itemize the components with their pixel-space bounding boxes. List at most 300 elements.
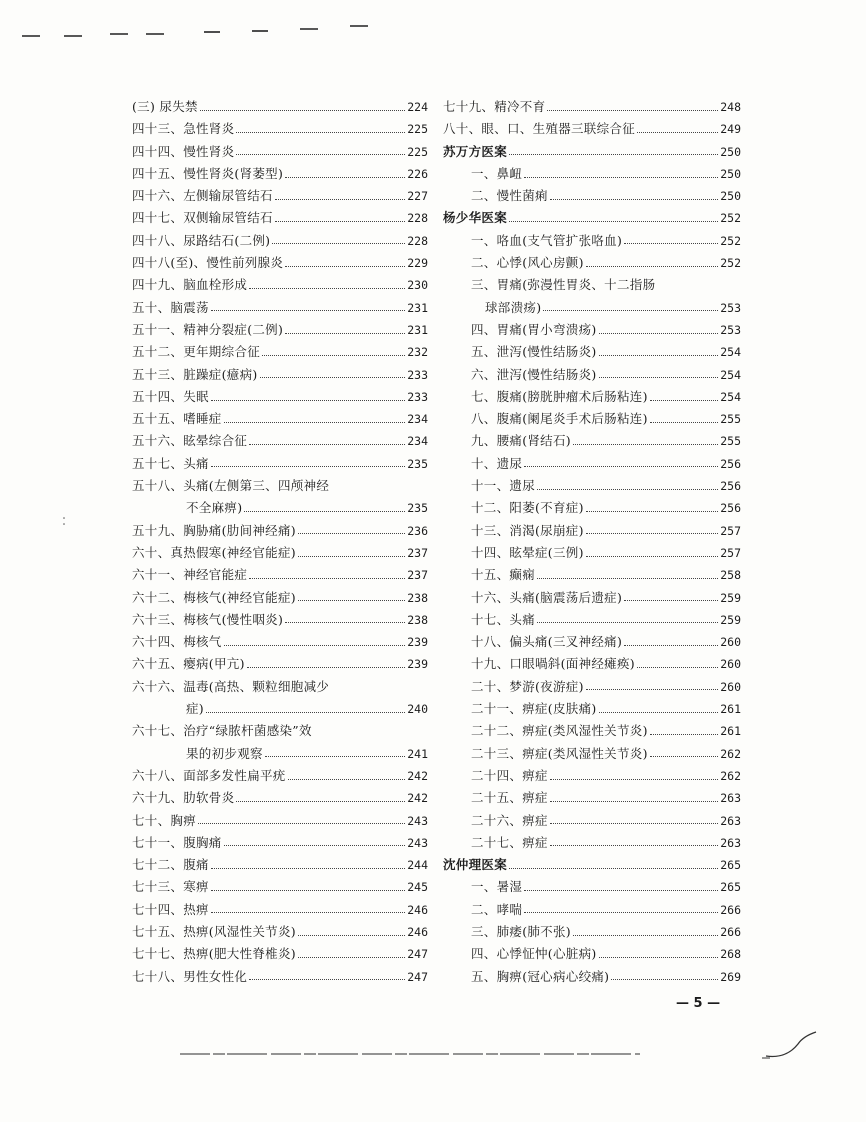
toc-entry-page: 252 — [720, 211, 741, 226]
toc-leader-dots — [275, 199, 405, 200]
toc-entry-page: 263 — [720, 791, 741, 806]
toc-entry-page: 245 — [407, 880, 428, 895]
toc-entry-title: 四十八、尿路结石(二例) — [132, 232, 271, 248]
toc-entry-title: 十七、头痛 — [471, 611, 536, 627]
toc-leader-dots — [599, 712, 719, 713]
toc-entry-title: 果的初步观察 — [186, 745, 263, 761]
toc-entry-page: 260 — [720, 679, 741, 694]
toc-entry — [443, 609, 741, 631]
toc-entry-title: 五十、脑震荡 — [132, 299, 209, 315]
toc-entry-title: 七十、胸痹 — [132, 812, 197, 828]
toc-entry-page: 243 — [407, 835, 428, 850]
toc-entry-title: 五十二、更年期综合征 — [132, 344, 261, 360]
toc-entry-page: 258 — [720, 568, 741, 583]
toc-entry-page: 247 — [407, 969, 428, 984]
toc-entry-page: 243 — [407, 813, 428, 828]
toc-entry-title: 六十二、梅核气(神经官能症) — [132, 589, 296, 605]
toc-entry-title: 二十、梦游(夜游症) — [471, 678, 584, 694]
toc-leader-dots — [509, 154, 718, 155]
toc-entry — [443, 520, 741, 542]
toc-leader-dots — [236, 154, 405, 155]
toc-entry-title: (三) 尿失禁 — [132, 99, 198, 114]
toc-leader-dots — [298, 600, 405, 601]
toc-entry-page: 226 — [407, 166, 428, 181]
toc-entry-page: 252 — [720, 256, 741, 271]
toc-entry — [132, 364, 428, 386]
toc-entry — [443, 743, 741, 765]
toc-entry-page: 263 — [720, 835, 741, 850]
toc-entry-page: 239 — [407, 635, 428, 650]
toc-leader-dots — [537, 622, 718, 623]
page-number: — 5 — — [676, 996, 721, 1011]
toc-entry-page: 242 — [407, 768, 428, 783]
toc-entry-page: 262 — [720, 768, 741, 783]
toc-leader-dots — [650, 734, 718, 735]
toc-leader-dots — [298, 556, 405, 557]
toc-entry-title: 五十八、头痛(左侧第三、四颅神经 — [132, 478, 330, 494]
toc-leader-dots — [524, 912, 718, 913]
toc-entry — [443, 676, 741, 698]
toc-entry-title: 杨少华医案 — [443, 210, 508, 226]
toc-entry-page: 256 — [720, 456, 741, 471]
toc-entry — [443, 297, 741, 319]
toc-entry — [132, 943, 428, 965]
toc-leader-dots — [211, 400, 405, 401]
toc-leader-dots — [586, 556, 718, 557]
toc-leader-dots — [586, 689, 718, 690]
toc-entry-title: 六、泄泻(慢性结肠炎) — [471, 366, 597, 382]
toc-entry — [132, 230, 428, 252]
toc-entry-title: 七、腹痛(膀胱肿瘤术后肠粘连) — [471, 388, 648, 404]
toc-entry-page: 261 — [720, 702, 741, 717]
toc-entry-page: 265 — [720, 858, 741, 873]
toc-entry — [443, 430, 741, 452]
toc-entry — [443, 787, 741, 809]
toc-entry — [443, 453, 741, 475]
toc-leader-dots — [637, 132, 718, 133]
toc-entry-page: 233 — [407, 367, 428, 382]
toc-entry-title: 八十、眼、口、生殖器三联综合征 — [443, 121, 636, 137]
toc-entry — [132, 810, 428, 832]
toc-entry — [132, 297, 428, 319]
toc-entry-page: 254 — [720, 389, 741, 404]
toc-entry — [443, 118, 741, 140]
toc-leader-dots — [247, 667, 405, 668]
toc-entry — [443, 475, 741, 497]
toc-leader-dots — [637, 667, 718, 668]
toc-leader-dots — [211, 890, 405, 891]
toc-leader-dots — [200, 110, 405, 111]
toc-leader-dots — [206, 712, 405, 713]
toc-leader-dots — [650, 422, 718, 423]
toc-entry — [443, 408, 741, 430]
toc-entry-page: 244 — [407, 858, 428, 873]
toc-leader-dots — [211, 466, 405, 467]
toc-entry — [443, 943, 741, 965]
toc-entry-title: 七十一、腹胸痛 — [132, 834, 222, 850]
top-dash-marks — [18, 20, 398, 40]
toc-leader-dots — [272, 243, 405, 244]
toc-entry-page: 260 — [720, 635, 741, 650]
toc-entry — [443, 564, 741, 586]
toc-entry-title: 十三、消渴(尿崩症) — [471, 522, 584, 538]
toc-entry-title: 十九、口眼喎斜(面神经瘫痪) — [471, 656, 635, 672]
toc-entry-title: 二、慢性菌痢 — [471, 188, 548, 204]
toc-entry-title: 六十、真热假寒(神经官能症) — [132, 544, 296, 560]
toc-entry-title: 二十一、痹症(皮肤痛) — [471, 701, 597, 717]
toc-leader-dots — [211, 310, 405, 311]
toc-entry-title: 二、哮喘 — [471, 901, 523, 917]
toc-entry-page: 254 — [720, 367, 741, 382]
toc-entry — [132, 475, 428, 497]
toc-entry-title: 症) — [186, 701, 204, 717]
toc-section-heading — [443, 207, 741, 229]
toc-entry-page: 250 — [720, 166, 741, 181]
toc-entry-title: 十一、遗尿 — [471, 478, 536, 494]
toc-leader-dots — [624, 600, 718, 601]
toc-entry-page: 260 — [720, 657, 741, 672]
toc-entry — [132, 921, 428, 943]
toc-entry — [443, 631, 741, 653]
toc-section-heading — [443, 854, 741, 876]
toc-entry-title: 七十三、寒痹 — [132, 879, 209, 895]
toc-entry — [443, 185, 741, 207]
toc-entry-page: 252 — [720, 233, 741, 248]
toc-entry-page: 230 — [407, 278, 428, 293]
toc-entry-page: 268 — [720, 947, 741, 962]
toc-entry-title: 二十二、痹症(类风湿性关节炎) — [471, 723, 648, 739]
toc-entry — [443, 899, 741, 921]
toc-leader-dots — [509, 221, 718, 222]
toc-entry-page: 246 — [407, 902, 428, 917]
toc-entry — [132, 743, 428, 765]
toc-leader-dots — [285, 622, 405, 623]
toc-entry-title: 六十三、梅核气(慢性咽炎) — [132, 611, 284, 627]
toc-leader-dots — [298, 957, 405, 958]
toc-entry-page: 237 — [407, 568, 428, 583]
toc-leader-dots — [224, 845, 406, 846]
toc-leader-dots — [211, 868, 405, 869]
toc-entry — [132, 497, 428, 519]
toc-entry-page: 227 — [407, 189, 428, 204]
toc-leader-dots — [262, 355, 405, 356]
toc-entry-title: 九、腰痛(肾结石) — [471, 433, 571, 449]
toc-leader-dots — [650, 756, 718, 757]
toc-leader-dots — [260, 377, 406, 378]
toc-leader-dots — [537, 489, 718, 490]
toc-entry — [132, 698, 428, 720]
toc-entry-title: 六十五、瘿病(甲亢) — [132, 656, 245, 672]
toc-entry — [132, 542, 428, 564]
toc-entry-title: 三、肺痿(肺不张) — [471, 923, 571, 939]
toc-entry — [443, 96, 741, 118]
toc-entry — [132, 118, 428, 140]
toc-entry-title: 六十九、肋软骨炎 — [132, 790, 235, 806]
toc-leader-dots — [249, 444, 405, 445]
toc-leader-dots — [586, 266, 718, 267]
toc-entry-page: 229 — [407, 256, 428, 271]
toc-entry — [443, 832, 741, 854]
toc-entry-page: 239 — [407, 657, 428, 672]
toc-leader-dots — [211, 912, 405, 913]
toc-entry-title: 四十五、慢性肾炎(肾萎型) — [132, 165, 284, 181]
toc-entry — [132, 587, 428, 609]
toc-entry-page: 231 — [407, 300, 428, 315]
toc-entry-title: 十、遗尿 — [471, 455, 523, 471]
toc-entry — [132, 899, 428, 921]
toc-entry — [443, 341, 741, 363]
toc-entry — [132, 966, 428, 988]
toc-leader-dots — [198, 823, 405, 824]
toc-leader-dots — [285, 266, 405, 267]
toc-leader-dots — [524, 177, 718, 178]
toc-leader-dots — [573, 444, 718, 445]
toc-leader-dots — [288, 779, 406, 780]
toc-entry-page: 228 — [407, 211, 428, 226]
toc-entry — [443, 876, 741, 898]
toc-entry-page: 238 — [407, 612, 428, 627]
toc-entry-page: 256 — [720, 501, 741, 516]
toc-entry — [132, 564, 428, 586]
toc-entry-title: 五十五、嗜睡症 — [132, 411, 222, 427]
toc-leader-dots — [586, 511, 718, 512]
toc-leader-dots — [285, 177, 405, 178]
toc-entry — [132, 163, 428, 185]
toc-entry-page: 250 — [720, 144, 741, 159]
toc-entry — [132, 787, 428, 809]
toc-leader-dots — [599, 333, 719, 334]
toc-entry-page: 259 — [720, 612, 741, 627]
bottom-scan-line — [180, 1052, 640, 1056]
toc-entry — [132, 430, 428, 452]
toc-entry-page: 259 — [720, 590, 741, 605]
toc-entry-title: 二十三、痹症(类风湿性关节炎) — [471, 745, 648, 761]
toc-entry — [443, 720, 741, 742]
toc-entry — [132, 676, 428, 698]
toc-leader-dots — [224, 645, 406, 646]
toc-entry-title: 七十七、热痹(肥大性脊椎炎) — [132, 946, 296, 962]
margin-scribble — [760, 1028, 820, 1064]
toc-entry — [443, 163, 741, 185]
toc-entry — [443, 765, 741, 787]
toc-entry-page: 224 — [407, 100, 428, 114]
toc-leader-dots — [550, 199, 718, 200]
toc-entry-title: 沈仲理医案 — [443, 857, 508, 873]
toc-entry-title: 六十七、治疗“绿脓杆菌感染”效 — [132, 723, 312, 739]
toc-entry — [443, 319, 741, 341]
toc-entry-page: 262 — [720, 746, 741, 761]
toc-leader-dots — [586, 533, 718, 534]
toc-entry-title: 七十八、男性女性化 — [132, 968, 248, 984]
toc-entry — [443, 497, 741, 519]
toc-leader-dots — [624, 243, 718, 244]
toc-entry — [132, 520, 428, 542]
toc-entry — [132, 141, 428, 163]
toc-entry-page: 250 — [720, 189, 741, 204]
toc-entry-title: 五十九、胸胁痛(肋间神经痛) — [132, 522, 296, 538]
toc-entry-page: 233 — [407, 389, 428, 404]
toc-entry — [132, 319, 428, 341]
toc-leader-dots — [236, 132, 405, 133]
toc-entry-title: 四、胃痛(胃小弯溃疡) — [471, 321, 597, 337]
toc-leader-dots — [537, 578, 718, 579]
toc-entry — [443, 698, 741, 720]
toc-section-heading — [443, 141, 741, 163]
toc-entry-title: 五十六、眩晕综合征 — [132, 433, 248, 449]
toc-entry-page: 241 — [407, 746, 428, 761]
toc-entry-page: 261 — [720, 724, 741, 739]
toc-entry — [443, 364, 741, 386]
toc-entry-page: 249 — [720, 122, 741, 137]
toc-entry — [443, 587, 741, 609]
scan-speck — [62, 512, 66, 524]
toc-leader-dots — [550, 779, 718, 780]
toc-entry — [132, 207, 428, 229]
toc-entry-title: 四十三、急性肾炎 — [132, 121, 235, 137]
toc-leader-dots — [509, 868, 718, 869]
toc-entry-title: 四十四、慢性肾炎 — [132, 143, 235, 159]
toc-entry-title: 二十五、痹症 — [471, 790, 548, 806]
toc-leader-dots — [611, 979, 718, 980]
toc-entry-page: 234 — [407, 412, 428, 427]
toc-entry-title: 四十八(至)、慢性前列腺炎 — [132, 255, 284, 271]
toc-entry-page: 255 — [720, 434, 741, 449]
toc-entry — [132, 341, 428, 363]
toc-leader-dots — [599, 355, 719, 356]
toc-entry — [443, 966, 741, 988]
toc-entry-title: 二、心悸(风心房颤) — [471, 255, 584, 271]
toc-entry-title: 四十九、脑血栓形成 — [132, 277, 248, 293]
toc-entry-page: 234 — [407, 434, 428, 449]
toc-entry-page: 246 — [407, 924, 428, 939]
toc-entry-title: 七十五、热痹(风湿性关节炎) — [132, 923, 296, 939]
toc-entry-title: 四、心悸怔忡(心脏病) — [471, 946, 597, 962]
toc-entry-title: 一、鼻衄 — [471, 165, 523, 181]
toc-entry-page: 225 — [407, 122, 428, 137]
toc-entry-title: 不全麻痹) — [186, 500, 243, 516]
toc-leader-dots — [599, 957, 719, 958]
toc-entry-page: 257 — [720, 523, 741, 538]
toc-entry-title: 五十七、头痛 — [132, 455, 209, 471]
toc-entry — [443, 921, 741, 943]
toc-leader-dots — [550, 845, 718, 846]
toc-entry — [132, 720, 428, 742]
toc-entry-page: 266 — [720, 924, 741, 939]
toc-leader-dots — [650, 400, 718, 401]
toc-entry-page: 228 — [407, 233, 428, 248]
toc-entry — [132, 832, 428, 854]
toc-entry — [443, 542, 741, 564]
toc-leader-dots — [298, 533, 405, 534]
toc-entry — [132, 96, 428, 118]
toc-entry-page: 242 — [407, 791, 428, 806]
toc-entry — [132, 408, 428, 430]
toc-entry — [132, 274, 428, 296]
toc-entry-page: 231 — [407, 322, 428, 337]
toc-leader-dots — [244, 511, 405, 512]
toc-entry-title: 十四、眩晕症(三例) — [471, 544, 584, 560]
toc-entry-title: 七十二、腹痛 — [132, 857, 209, 873]
toc-entry-title: 苏万方医案 — [443, 143, 508, 159]
toc-leader-dots — [624, 645, 718, 646]
toc-entry-title: 十五、癫痫 — [471, 567, 536, 583]
toc-leader-dots — [550, 823, 718, 824]
toc-leader-dots — [524, 890, 718, 891]
toc-entry-title: 二十六、痹症 — [471, 812, 548, 828]
toc-leader-dots — [249, 578, 405, 579]
toc-entry-page: 236 — [407, 523, 428, 538]
toc-entry — [132, 765, 428, 787]
toc-entry-page: 248 — [720, 100, 741, 114]
toc-entry-page: 232 — [407, 345, 428, 360]
toc-leader-dots — [236, 801, 405, 802]
toc-entry-page: 257 — [720, 545, 741, 560]
toc-leader-dots — [224, 422, 406, 423]
toc-entry-title: 八、腹痛(阑尾炎手术后肠粘连) — [471, 411, 648, 427]
toc-entry-page: 256 — [720, 479, 741, 494]
toc-entry — [443, 230, 741, 252]
toc-entry — [132, 185, 428, 207]
toc-entry-title: 十八、偏头痛(三叉神经痛) — [471, 634, 623, 650]
toc-leader-dots — [275, 221, 405, 222]
toc-entry — [443, 252, 741, 274]
toc-entry-title: 五十三、脏躁症(癔病) — [132, 366, 258, 382]
toc-entry-page: 247 — [407, 947, 428, 962]
toc-entry-title: 一、咯血(支气管扩张咯血) — [471, 232, 623, 248]
toc-leader-dots — [524, 466, 718, 467]
toc-entry — [132, 631, 428, 653]
toc-leader-dots — [265, 756, 405, 757]
toc-entry — [132, 609, 428, 631]
toc-entry-page: 263 — [720, 813, 741, 828]
toc-entry — [132, 854, 428, 876]
toc-entry-page: 237 — [407, 545, 428, 560]
toc-entry-title: 四十七、双侧输尿管结石 — [132, 210, 273, 226]
toc-entry-title: 五、胸痹(冠心病心绞痛) — [471, 968, 610, 984]
toc-entry-page: 240 — [407, 702, 428, 717]
toc-entry — [443, 274, 741, 296]
toc-entry-title: 二十四、痹症 — [471, 767, 548, 783]
toc-entry-page: 253 — [720, 300, 741, 315]
toc-leader-dots — [249, 979, 405, 980]
toc-entry — [132, 453, 428, 475]
toc-entry-page: 269 — [720, 969, 741, 984]
toc-entry-title: 球部溃疡) — [485, 299, 542, 315]
toc-leader-dots — [573, 935, 718, 936]
toc-right-column — [443, 96, 741, 988]
toc-entry — [443, 653, 741, 675]
toc-entry-page: 235 — [407, 501, 428, 516]
toc-leader-dots — [550, 801, 718, 802]
toc-entry-title: 七十九、精冷不育 — [443, 99, 546, 114]
toc-entry-title: 一、暑湿 — [471, 879, 523, 895]
toc-entry-page: 254 — [720, 345, 741, 360]
toc-leader-dots — [249, 288, 405, 289]
toc-entry-page: 265 — [720, 880, 741, 895]
toc-entry — [132, 653, 428, 675]
toc-entry-title: 六十一、神经官能症 — [132, 567, 248, 583]
toc-entry — [132, 876, 428, 898]
toc-leader-dots — [285, 333, 405, 334]
toc-entry-title: 十六、头痛(脑震荡后遗症) — [471, 589, 623, 605]
toc-entry-title: 五、泄泻(慢性结肠炎) — [471, 344, 597, 360]
toc-leader-dots — [547, 110, 718, 111]
toc-entry-page: 225 — [407, 144, 428, 159]
toc-leader-dots — [543, 310, 718, 311]
toc-entry-title: 十二、阳萎(不育症) — [471, 500, 584, 516]
toc-entry-title: 四十六、左侧输尿管结石 — [132, 188, 273, 204]
toc-entry — [443, 386, 741, 408]
